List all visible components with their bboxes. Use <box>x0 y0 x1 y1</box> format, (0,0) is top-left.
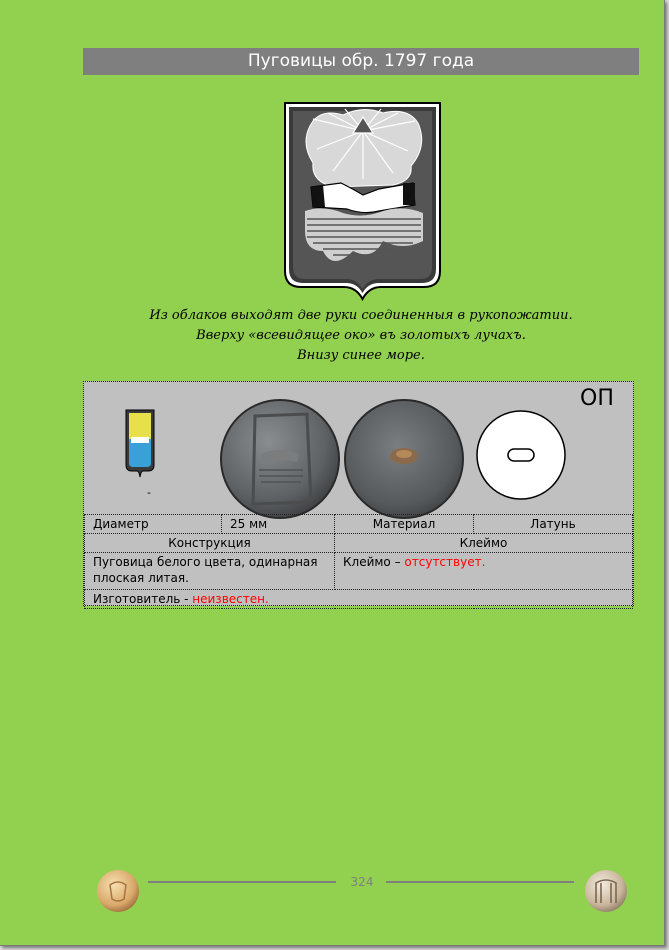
diameter-label: Диаметр <box>85 515 222 534</box>
footer-line-left <box>148 881 336 883</box>
construction-label: Конструкция <box>85 534 335 553</box>
table-row <box>85 590 633 609</box>
maker-value: неизвестен. <box>192 592 269 606</box>
coat-of-arms-description <box>83 306 639 366</box>
page-number: 324 <box>350 875 374 889</box>
footer-right-coin-image <box>584 869 628 913</box>
material-value: Латунь <box>474 515 633 534</box>
table-row <box>85 534 633 553</box>
mark-label: Клеймо <box>335 534 633 553</box>
button-front-image <box>219 398 341 520</box>
caption-line: Вверху «всевидящее око» въ золотыхъ лучахъ. <box>196 328 526 343</box>
material-label: Материал <box>335 515 474 534</box>
mark-text <box>335 553 633 590</box>
button-back-image <box>343 398 465 520</box>
maker-text <box>85 590 633 609</box>
coat-of-arms-thumbnail <box>125 409 155 479</box>
caption-line: Внизу синее море. <box>297 348 425 363</box>
mark-prefix: Клеймо – <box>343 555 405 569</box>
button-card <box>83 381 634 606</box>
mark-value: отсутствует. <box>404 555 486 569</box>
diameter-value: 25 мм <box>222 515 335 534</box>
footer-left-coin-image <box>96 869 140 913</box>
construction-text: Пуговица белого цвета, одинарная плоская литая. <box>85 553 335 590</box>
maker-prefix: Изготовитель - <box>93 592 193 606</box>
shank-scheme-diagram <box>475 409 567 501</box>
table-row <box>85 515 633 534</box>
specifications-table <box>84 514 633 609</box>
coat-of-arms-image <box>283 101 442 301</box>
rarity-badge: ОП <box>580 386 614 411</box>
caption-line: Из облаков выходят две руки соединенныя в рукопожатии. <box>149 308 573 323</box>
page-title: Пуговицы обр. 1797 года <box>83 48 639 75</box>
footer-line-right <box>386 881 574 883</box>
thumbnail-caption: - <box>147 486 151 499</box>
table-row <box>85 553 633 590</box>
